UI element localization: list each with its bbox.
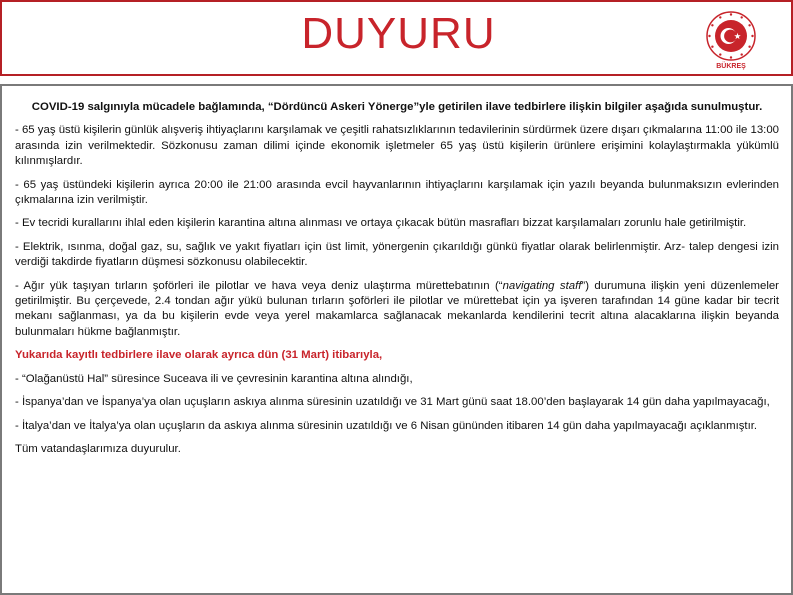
additional-item-3: - İtalya’dan ve İtalya’ya olan uçuşların da askıya alınma süresinin uzatıldığı ve 6 Nisan gününden itibaren 14 gün daha yapılmayacağı açıklanmıştır. (15, 419, 758, 432)
announcement-header (0, 0, 793, 76)
measure-paragraph-3: - Ev tecridi kurallarını ihlal eden kişilerin karantina altına alınması ve ortaya çıkacak bütün masrafları bizzat karşılamaları zorunlu hale getirilmiştir. (15, 217, 747, 230)
closing-text: Tüm vatandaşlarımıza duyurulur. (15, 442, 181, 455)
measure-paragraph-2: - 65 yaş üstündeki kişilerin ayrıca 20:00 ile 21:00 arasında evcil hayvanlarının ihtiyaçlarını karşılamak için yazılı beyanda bulunmaksızın evlerinden çıkmalarına izin verilmiştir. (15, 178, 779, 207)
measure-paragraph-1: - 65 yaş üstü kişilerin günlük alışveriş ihtiyaçlarını karşılamak ve çeşitli rahatsızlıklarının tedavilerinin sürdürmek üzere dışarı çıkmalarına 11:00 ile 13:00 arasında izin verilmektedir. Sözkonusu zaman dilimi içinde ekonomik işletmeler 65 yaş üstü kişilerin ürünlere erişimini kolaylaştırmakla yükümlü kılınmışlardır. (15, 124, 779, 168)
announcement-body (0, 84, 793, 595)
embassy-emblem (705, 10, 757, 74)
highlight-text: Yukarıda kayıtlı tedbirlere ilave olarak ayrıca dün (31 Mart) itibarıyla, (15, 349, 383, 362)
announcement-content (15, 100, 779, 465)
intro-text: COVID-19 salgınıyla mücadele bağlamında, “Dördüncü Askeri Yönerge”yle getirilen ilave tedbirlere ilişkin bilgiler aşağıda sunulmuştur. (31, 101, 763, 113)
measure-paragraph-5 (15, 279, 779, 341)
staff-text-before: - Ağır yük taşıyan tırların şoförleri ile pilotlar ve hava veya deniz ulaştırma mürettebatının (“ (15, 279, 503, 292)
staff-text-after: ”) durumuna ilişkin yeni düzenlemeler getirilmiştir. Bu çerçevede, 2.4 tondan ağır yükü bulunan tırların şoförleri ile pilotlar ve mürettebat için ya işveren tarafından 14 güne kadar bir tecrit mekanı sağlanması, ya da bu kişilerin evde veya yerel makamlarca sağlanacak mekanlarda kendilerini tecrit altına alacaklarına ilişkin beyanda bulunmaları hükme bağlanmıştır. (15, 279, 779, 338)
measure-paragraph-4: - Elektrik, ısınma, doğal gaz, su, sağlık ve yakıt fiyatları için üst limit, yönergenin çıkarıldığı günkü fiyatlar olarak belirlenmiştir. Arz- talep dengesi izin verdiği takdirde fiyatların düşmesi sözkonusu olabilecektir. (15, 240, 779, 269)
emblem-label: BÜKREŞ (716, 63, 746, 70)
page-title: DUYURU (301, 9, 496, 58)
additional-item-1: - “Olağanüstü Hal” süresince Suceava ili ve çevresinin karantina altına alındığı, (15, 372, 413, 385)
turkish-embassy-seal-icon (705, 10, 757, 62)
additional-item-2: - İspanya’dan ve İspanya’ya olan uçuşların askıya alınma süresinin uzatıldığı ve 31 Mart günü saat 18.00’den başlayarak 14 gün daha yapılmayacağı, (15, 396, 770, 409)
staff-text-italic: navigating staff (502, 279, 582, 292)
